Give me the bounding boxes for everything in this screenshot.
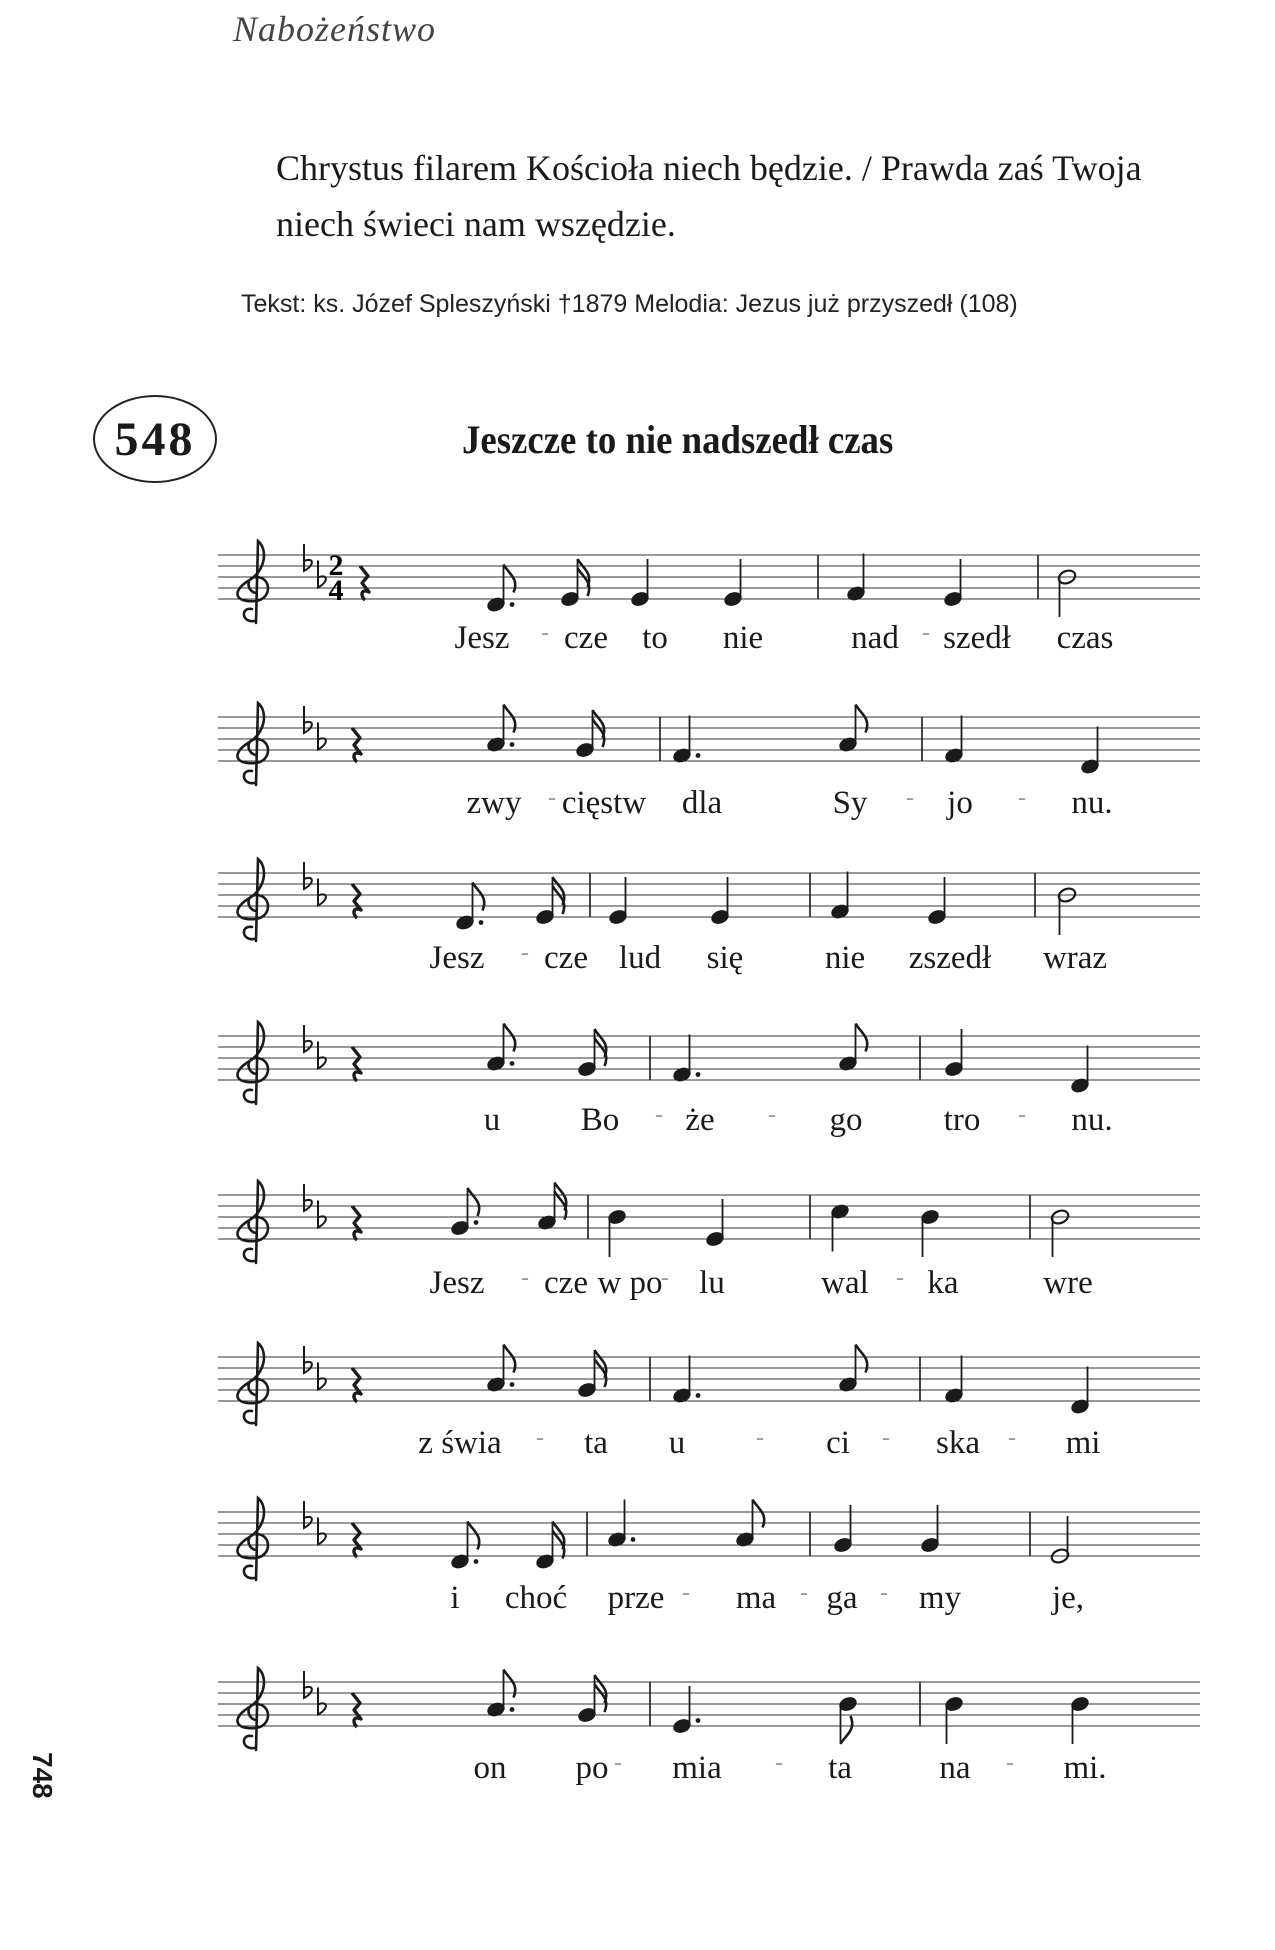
treble-clef: [238, 1668, 268, 1750]
time-signature-bottom: 4: [328, 574, 344, 607]
flat-sign: [318, 1042, 326, 1069]
note-flag: [468, 1188, 480, 1216]
lyric-syllable: nu.: [1071, 785, 1113, 821]
running-head: Nabożeństwo: [233, 9, 437, 49]
lyric-hyphen: -: [548, 785, 556, 811]
lyric-syllable: cze: [544, 940, 588, 976]
lyric-hyphen: -: [1018, 785, 1026, 811]
quarter-rest: [360, 566, 369, 600]
lyric-syllable: my: [918, 1580, 962, 1616]
lyric-hyphen: -: [1018, 1102, 1026, 1128]
lyric-syllable: zszedł: [908, 940, 992, 976]
lyric-syllable: lu: [699, 1265, 725, 1301]
lyric-syllable: mi: [1065, 1425, 1101, 1461]
lyric-syllable: dla: [681, 785, 723, 821]
lyric-hyphen: -: [661, 1265, 669, 1291]
lyric-syllable: Jesz: [429, 1265, 485, 1301]
flat-sign: [318, 1688, 326, 1715]
lyric-syllable: je,: [1051, 1580, 1085, 1616]
lyric-syllable: ci: [826, 1425, 850, 1461]
lyric-syllable: wal: [821, 1265, 869, 1301]
lyric-hyphen: -: [541, 620, 549, 646]
lyric-syllable: nie: [722, 620, 764, 656]
treble-clef: [238, 859, 268, 941]
treble-clef: [238, 541, 268, 623]
note-flag: [841, 1716, 853, 1744]
lyric-syllable: u: [483, 1102, 501, 1138]
lyric-hyphen: -: [882, 1425, 890, 1451]
lyric-syllable: czas: [1056, 620, 1114, 656]
quarter-rest: [352, 1693, 361, 1727]
lyric-syllable: mia: [672, 1750, 722, 1786]
lyric-hyphen: -: [756, 1425, 764, 1451]
quarter-rest: [352, 728, 361, 762]
lyric-syllable: i: [450, 1580, 460, 1616]
lyric-syllable: jo: [947, 785, 973, 821]
lyric-hyphen: -: [775, 1750, 783, 1776]
flat-sign: [304, 862, 312, 889]
lyric-syllable: mi.: [1063, 1750, 1107, 1786]
flat-sign: [304, 706, 312, 733]
quarter-rest: [352, 1523, 361, 1557]
lyric-syllable: go: [829, 1102, 863, 1138]
augmentation-dot: [696, 1718, 701, 1723]
flat-sign: [304, 1501, 312, 1528]
lyric-syllable: ta: [584, 1425, 608, 1461]
lyric-syllable: na: [939, 1750, 971, 1786]
lyric-syllable: wre: [1043, 1265, 1093, 1301]
lyric-syllable: w po: [597, 1265, 663, 1301]
lyric-syllable: cze: [564, 620, 608, 656]
hymn-number: 548: [114, 412, 196, 466]
lyric-syllable: ka: [927, 1265, 959, 1301]
lyric-syllable: cze: [544, 1265, 588, 1301]
augmentation-dot: [510, 1382, 515, 1387]
flat-sign: [318, 723, 326, 750]
lyric-hyphen: -: [922, 620, 930, 646]
lyric-syllable: z świa: [418, 1425, 502, 1461]
lyric-hyphen: -: [521, 1265, 529, 1291]
lyric-hyphen: -: [536, 1425, 544, 1451]
previous-hymn-credits: Tekst: ks. Józef Spleszyński †1879 Melodia: Jezus już przyszedł (108): [241, 290, 1018, 318]
lyric-hyphen: -: [682, 1580, 690, 1606]
lyric-syllable: po: [575, 1750, 609, 1786]
lyric-syllable: Bo: [580, 1102, 620, 1138]
augmentation-dot: [479, 920, 484, 925]
lyric-syllable: cięstw: [561, 785, 647, 821]
flat-sign: [318, 879, 326, 906]
augmentation-dot: [696, 1072, 701, 1077]
lyric-syllable: ga: [826, 1580, 858, 1616]
lyric-hyphen: -: [1006, 1750, 1014, 1776]
lyric-hyphen: -: [655, 1102, 663, 1128]
quarter-rest: [352, 1206, 361, 1240]
flat-sign: [318, 1363, 326, 1390]
lyric-syllable: się: [706, 940, 744, 976]
augmentation-dot: [696, 1393, 701, 1398]
lyric-syllable: tro: [943, 1102, 981, 1138]
lyric-syllable: nu.: [1071, 1102, 1113, 1138]
page-number: 748: [27, 1752, 58, 1799]
augmentation-dot: [510, 1707, 515, 1712]
augmentation-dot: [696, 753, 701, 758]
flat-sign: [318, 1201, 326, 1228]
lyric-syllable: Sy: [832, 785, 868, 821]
lyric-hyphen: -: [1008, 1425, 1016, 1451]
lyric-syllable: Jesz: [454, 620, 510, 656]
flat-sign: [304, 1184, 312, 1211]
lyric-syllable: że: [685, 1102, 715, 1138]
flat-sign: [304, 1346, 312, 1373]
flat-sign: [304, 1025, 312, 1052]
treble-clef: [238, 1343, 268, 1425]
hymn-title: Jeszcze to nie nadszedł czas: [462, 417, 894, 462]
lyric-hyphen: -: [521, 940, 529, 966]
lyric-hyphen: -: [880, 1580, 888, 1606]
quarter-rest: [352, 1368, 361, 1402]
lyric-hyphen: -: [896, 1265, 904, 1291]
lyric-syllable: u: [668, 1425, 686, 1461]
lyric-syllable: ta: [828, 1750, 852, 1786]
treble-clef: [238, 703, 268, 785]
lyric-syllable: ma: [735, 1580, 777, 1616]
flat-sign: [304, 544, 312, 571]
quarter-rest: [352, 1047, 361, 1081]
quarter-rest: [352, 884, 361, 918]
lyric-syllable: ska: [936, 1425, 980, 1461]
augmentation-dot: [510, 742, 515, 747]
lyric-syllable: Jesz: [429, 940, 485, 976]
lyric-syllable: nie: [824, 940, 866, 976]
augmentation-dot: [510, 1061, 515, 1066]
flat-sign: [318, 1518, 326, 1545]
treble-clef: [238, 1181, 268, 1263]
augmentation-dot: [631, 1537, 636, 1542]
flat-sign: [318, 561, 326, 588]
lyric-hyphen: -: [800, 1580, 808, 1606]
time-signature-top: 2: [328, 549, 344, 582]
lyric-syllable: prze: [607, 1580, 665, 1616]
lyric-hyphen: -: [768, 1102, 776, 1128]
augmentation-dot: [510, 602, 515, 607]
augmentation-dot: [474, 1220, 479, 1225]
lyric-syllable: on: [473, 1750, 507, 1786]
lyric-syllable: choć: [504, 1580, 568, 1616]
lyric-syllable: to: [642, 620, 668, 656]
lyric-syllable: zwy: [466, 785, 522, 821]
lyric-syllable: wraz: [1042, 940, 1108, 976]
treble-clef: [238, 1022, 268, 1104]
augmentation-dot: [474, 1559, 479, 1564]
lyric-syllable: lud: [618, 940, 662, 976]
previous-hymn-verse: Chrystus filarem Kościoła niech będzie. / Prawda zaś Twoja niech świeci nam wszędzie.: [276, 148, 1142, 244]
lyric-syllable: nad: [851, 620, 899, 656]
lyric-hyphen: -: [614, 1750, 622, 1776]
lyric-syllable: szedł: [943, 620, 1011, 656]
treble-clef: [238, 1498, 268, 1580]
flat-sign: [304, 1671, 312, 1698]
lyric-hyphen: -: [906, 785, 914, 811]
